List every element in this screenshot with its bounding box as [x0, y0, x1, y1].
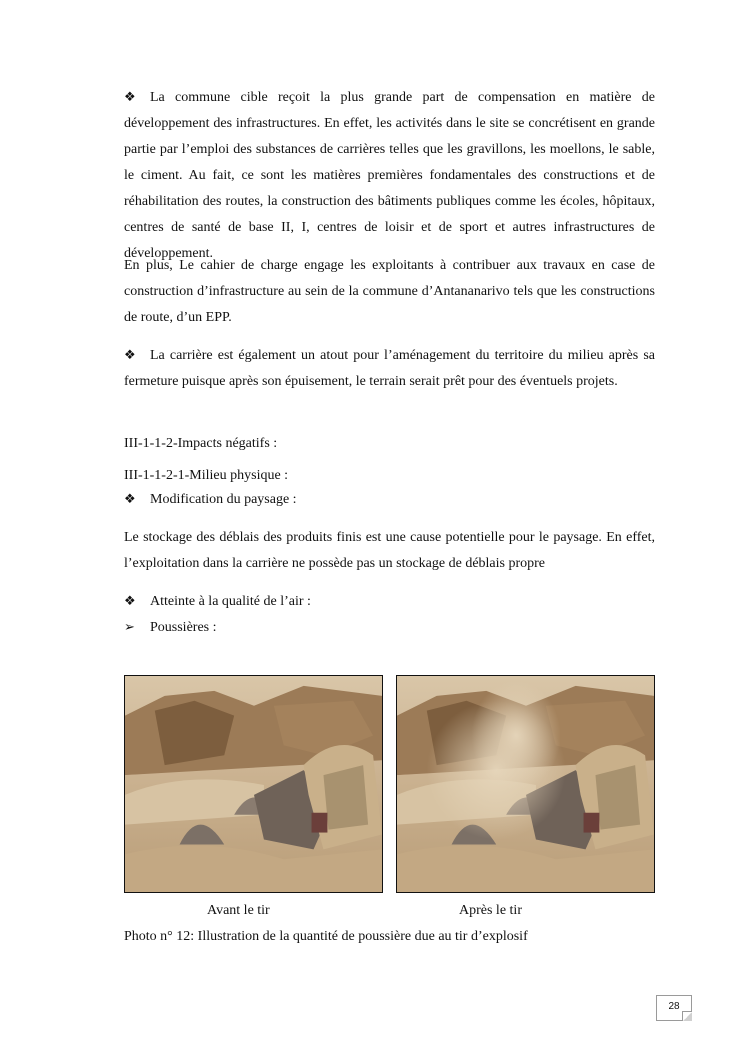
figure-title: Photo n° 12: Illustration de la quantité de poussière due au tir d’explosif — [124, 929, 528, 944]
heading-impacts-negatifs: III-1-1-2-Impacts négatifs : — [124, 436, 278, 451]
page-fold-icon — [682, 1011, 692, 1021]
page-number — [656, 995, 692, 1021]
diamond-bullet-icon: ❖ — [124, 594, 136, 609]
heading-milieu-physique: III-1-1-2-1-Milieu physique : — [124, 468, 289, 483]
diamond-bullet-icon: ❖ — [124, 492, 136, 507]
page-number-label: 28 — [668, 1001, 680, 1012]
bullet-modification-paysage: ❖ Modification du paysage : — [124, 487, 655, 513]
bullet-qualite-air: ❖ Atteinte à la qualité de l’air : — [124, 589, 655, 615]
page-content — [124, 85, 655, 641]
photo-before-blast — [124, 675, 383, 893]
quarry-photo-before — [125, 676, 382, 892]
bullet-poussieres: ➢ Poussières : — [124, 615, 655, 641]
quarry-photo-after — [397, 676, 654, 892]
arrow-bullet-icon: ➢ — [124, 620, 135, 635]
caption-after: Après le tir — [459, 903, 522, 918]
diamond-bullet-icon: ❖ — [124, 90, 136, 105]
photo-after-blast — [396, 675, 655, 893]
paragraph-commune-compensation: ❖ La commune cible reçoit la plus grande part de compensation en matière de développement des infrastructures. En effet, les activités dans le site se concrétisent en grande partie par l’emploi des substances de carrières telles que les gravillons, les moellons, le sable, le ciment. Au fait, ce sont les matières premières fondamentales des constructions et de réhabilitation des routes, la construction des bâtiments publiques comme les écoles, hôpitaux, centres de santé de base II, I, centres de loisir et de sport et autres infrastructures de développement. — [124, 85, 655, 241]
paragraph-amenagement: ❖ La carrière est également un atout pour l’aménagement du territoire du milieu après sa fermeture puisque après son épuisement, le terrain serait prêt pour des éventuels projets. — [124, 343, 655, 421]
paragraph-cahier-de-charge: En plus, Le cahier de charge engage les exploitants à contribuer aux travaux en case de construction d’infrastructure au sein de la commune d’Antananarivo tels que les constructions de route, d’un EPP. — [124, 258, 655, 325]
diamond-bullet-icon: ❖ — [124, 348, 136, 363]
photo-pair — [124, 675, 655, 895]
paragraph-stockage-deblais: Le stockage des déblais des produits finis est une cause potentielle pour le paysage. En effet, l’exploitation dans la carrière ne possède pas un stockage de déblais propre — [124, 530, 655, 571]
caption-before: Avant le tir — [207, 903, 270, 918]
